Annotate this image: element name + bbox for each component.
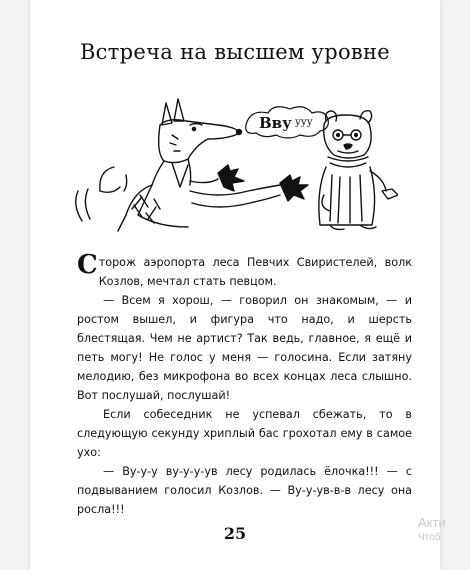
story-text <box>77 250 412 519</box>
paragraph-2: — Всем я хорош, — говорил он знакомым, — и ростом вышел, и фигура что надо, и шерсть блестящая. Чем не артист? Так ведь, главное, я ещё и петь могу! Не голос у меня — голосина. Если затяну мелодию, без микрофона во всех концах леса слышно. Вот послушай, послушай! <box>77 294 412 402</box>
paragraph-3: Если собеседник не успевал сбежать, то в следующую секунду хриплый бас грохотал ему в самое ухо: <box>77 408 412 459</box>
bear-icon <box>319 111 398 230</box>
sound-bubble <box>246 107 329 138</box>
paragraph-4: — Ву-у-у ву-у-у-ув лесу родилась ёлочка!!! — с подвыванием голосил Козлов. — Ву-у-ув-в-в лесу она росла!!! <box>77 465 412 516</box>
page-number: 25 <box>223 524 247 543</box>
svg-text:ууу: ууу <box>295 117 313 128</box>
illustration <box>68 95 398 235</box>
book-page <box>30 0 440 570</box>
sound-text: Вву <box>259 114 292 132</box>
activation-watermark: Акти Чтоб <box>418 515 446 543</box>
chapter-title: Встреча на высшем уровне <box>79 40 391 64</box>
drop-cap: С <box>77 250 98 280</box>
paragraph-1: Сторож аэропорта леса Певчих Свиристелей, волк Козлов, мечтал стать певцом. <box>77 250 412 288</box>
